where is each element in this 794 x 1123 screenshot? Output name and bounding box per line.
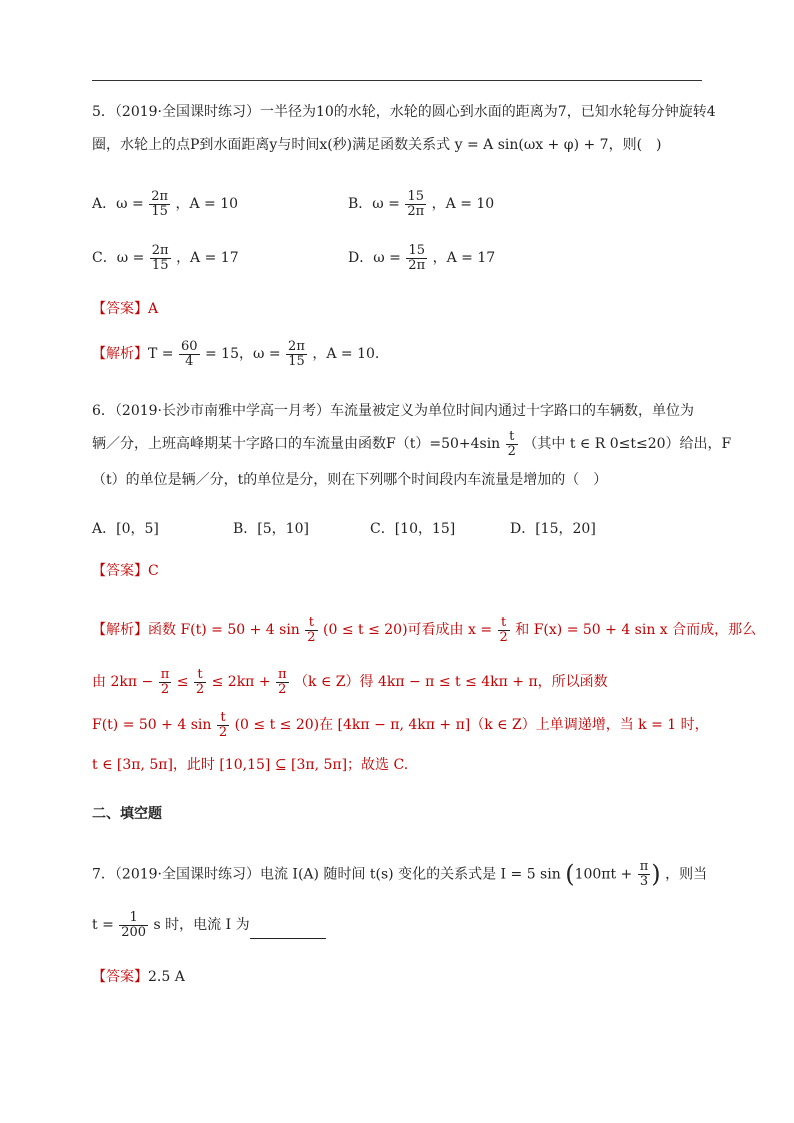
q6-stem-line3: （t）的单位是辆／分，t的单位是分，则在下列哪个时间段内车流量是增加的（ ） <box>92 472 608 488</box>
fraction: $\frac{t}{2}$ <box>507 429 516 459</box>
q6-analysis-line2: 由 2kπ − $\frac{\pi}{2}$ ≤ $\frac{t}{2}$ ≤ 2kπ + $\frac{\pi}{2}$ （k ∈ Z）得 4kπ − π ≤ t ≤ 4kπ + π，所以函数 <box>92 667 608 697</box>
q6-option-c: C．[10，15] <box>370 521 456 537</box>
fraction: $\frac{2\pi}{15}$ <box>151 189 169 219</box>
q7-answer: 【答案】2.5 A <box>92 969 185 985</box>
q5-answer: 【答案】A <box>92 301 159 317</box>
fraction: $\frac{t}{2}$ <box>195 667 205 697</box>
q6-option-b: B．[5，10] <box>233 521 309 537</box>
q5-option-b: B．ω = $\frac{15}{2\pi}$ ，A = 10 <box>348 189 495 219</box>
q6-analysis-line4: t ∈ [3π, 5π]，此时 [10,15] ⊆ [3π, 5π]；故选 C. <box>92 757 409 773</box>
fraction: $\frac{15}{2\pi}$ <box>408 243 426 273</box>
section-title: 二、填空题 <box>92 806 162 822</box>
q5-option-d: D．ω = $\frac{15}{2\pi}$ ，A = 17 <box>348 243 496 273</box>
q5-stem-line1: 5．（2019·全国课时练习）一半径为10的水轮，水轮的圆心到水面的距离为7，已知水轮每分钟旋转4 <box>92 104 716 120</box>
fraction: $\frac{\pi}{2}$ <box>160 667 170 697</box>
fraction: $\frac{t}{2}$ <box>218 710 228 740</box>
header-rule <box>92 80 702 81</box>
q6-stem-line1: 6．（2019·长沙市南雅中学高一月考）车流量被定义为单位时间内通过十字路口的车辆数，单位为 <box>92 403 694 419</box>
fraction: $\frac{t}{2}$ <box>307 615 316 645</box>
q6-analysis-line3: F(t) = 50 + 4 sin $\frac{t}{2}$ (0 ≤ t ≤ 20)在 [4kπ − π, 4kπ + π]（k ∈ Z）上单调递增，当 k = 1 时， <box>92 710 709 740</box>
fraction: $\frac{2\pi}{15}$ <box>151 243 169 273</box>
right-paren: ) <box>651 860 661 888</box>
fraction: $\frac{60}{4}$ <box>180 339 198 369</box>
fraction: $\frac{\pi}{2}$ <box>278 667 287 697</box>
q6-stem-line2: 辆／分，上班高峰期某十字路口的车流量由函数F（t）=50+4sin $\frac{t}{2}$ （其中 t ∈ R 0≤t≤20）给出，F <box>92 429 732 459</box>
q5-option-a: A．ω = $\frac{2\pi}{15}$ ，A = 10 <box>92 189 239 219</box>
q6-option-a: A．[0，5] <box>92 521 159 537</box>
fraction: $\frac{15}{2\pi}$ <box>407 189 425 219</box>
q6-answer: 【答案】C <box>92 563 159 579</box>
q5-stem-line2: 圈，水轮上的点P到水面距离y与时间x(秒)满足函数关系式 y = A sin(ωx + φ) + 7，则( ) <box>92 137 662 153</box>
fraction: $\frac{1}{200}$ <box>121 910 147 940</box>
q6-analysis-line1: 【解析】函数 F(t) = 50 + 4 sin $\frac{t}{2}$ (0 ≤ t ≤ 20)可看成由 x = $\frac{t}{2}$ 和 F(x) = 50 + 4 sin x 合而成，那么 <box>92 615 757 645</box>
answer-blank <box>250 924 326 939</box>
q5-option-c: C．ω = $\frac{2\pi}{15}$ ，A = 17 <box>92 243 239 273</box>
fraction: $\frac{\pi}{3}$ <box>639 859 649 889</box>
q5-analysis: 【解析】T = $\frac{60}{4}$ = 15，ω = $\frac{2\pi}{15}$ ，A = 10. <box>92 339 380 369</box>
fraction: $\frac{2\pi}{15}$ <box>288 339 305 369</box>
q7-stem-line1: 7．（2019·全国课时练习）电流 I(A) 随时间 t(s) 变化的关系式是 I = 5 sin (100πt + $\frac{\pi}{3}$ ) ，则当 <box>92 859 708 889</box>
fraction: $\frac{t}{2}$ <box>499 615 508 645</box>
q7-stem-line2: t = $\frac{1}{200}$ s 时，电流 I 为 <box>92 911 326 939</box>
left-paren: ( <box>565 860 575 888</box>
q6-option-d: D．[15，20] <box>510 521 596 537</box>
